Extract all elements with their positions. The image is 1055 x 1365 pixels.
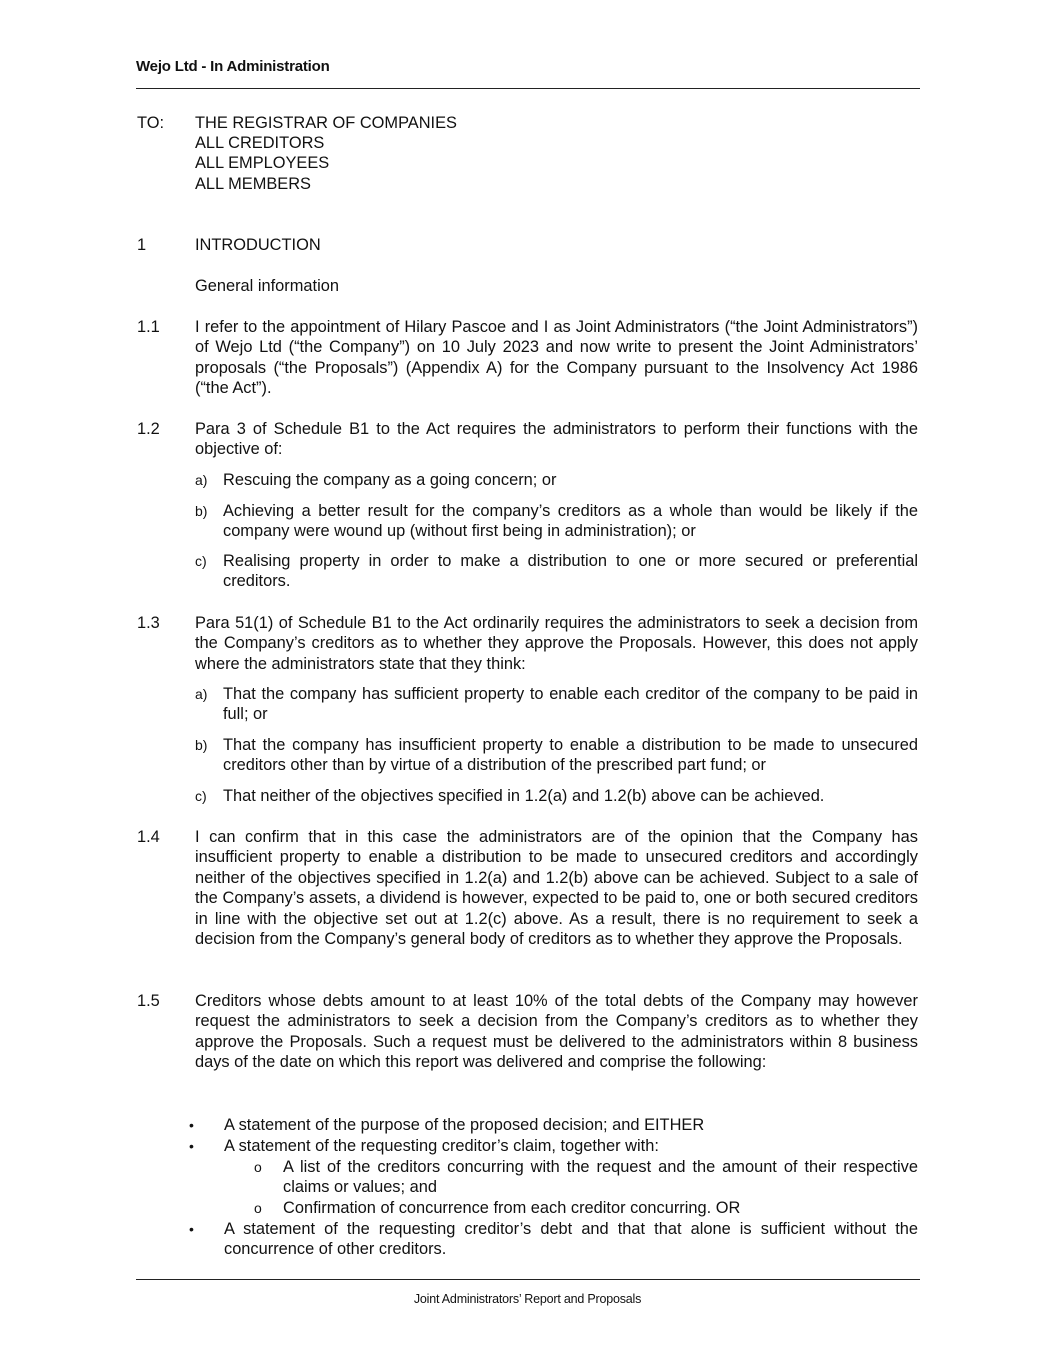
bullet-item: A statement of the purpose of the proposed decision; and EITHER bbox=[224, 1116, 705, 1134]
paragraph-1-4: I can confirm that in this case the administrators are of the opinion that the Company has insufficient property to enable a distribution to be made to unsecured creditors and accordingly neither of the objectives specified in 1.2(a) and 1.2(b) above can be achieved. Subject to a sale of the Company’s assets, a dividend is however, expected to be paid to, one or both secured creditors in line with the objective set out at 1.2(c) above. As a result, there is no requirement to seek a decision from the Company’s general body of creditors as to whether they approve the Proposals. bbox=[195, 828, 918, 949]
paragraph-number: 1.5 bbox=[137, 992, 160, 1010]
recipient-line: ALL CREDITORS bbox=[195, 134, 325, 152]
section-number: 1 bbox=[137, 236, 147, 254]
list-letter: b) bbox=[195, 503, 208, 519]
sub-bullet-icon: o bbox=[254, 1200, 262, 1216]
recipient-line: ALL EMPLOYEES bbox=[195, 154, 330, 172]
paragraph-number: 1.1 bbox=[137, 318, 160, 336]
list-item: That the company has sufficient property to enable each creditor of the company to be paid in full; or bbox=[223, 685, 918, 724]
list-letter: a) bbox=[195, 472, 208, 488]
sub-bullet-icon: o bbox=[254, 1159, 262, 1175]
page-header-title: Wejo Ltd - In Administration bbox=[136, 58, 330, 75]
paragraph-1-1: I refer to the appointment of Hilary Pascoe and I as Joint Administrators (“the Joint Administrators”) of Wejo Ltd (“the Company”) on 10 July 2023 and now write to present the Joint Administrators’ proposals (“the Proposals”) (Appendix A) for the Company pursuant to the Insolvency Act 1986 (“the Act”). bbox=[195, 318, 918, 398]
list-item: Achieving a better result for the company’s creditors as a whole than would be likely if the company were wound up (without first being in administration); or bbox=[223, 502, 918, 541]
recipients-label: TO: bbox=[137, 114, 165, 132]
sub-bullet-item: A list of the creditors concurring with the request and the amount of their respective claims or values; and bbox=[283, 1158, 918, 1197]
paragraph-1-2: Para 3 of Schedule B1 to the Act requires the administrators to perform their functions with the objective of: bbox=[195, 420, 918, 459]
list-item: That neither of the objectives specified in 1.2(a) and 1.2(b) above can be achieved. bbox=[223, 787, 825, 805]
recipient-line: THE REGISTRAR OF COMPANIES bbox=[195, 114, 457, 132]
list-letter: c) bbox=[195, 788, 207, 804]
paragraph-1-5: Creditors whose debts amount to at least 10% of the total debts of the Company may however request the administrators to seek a decision from the Company’s creditors as to whether they approve the Proposals. Such a request must be delivered to the administrators within 8 business days of the date on which this report was delivered and comprise the following: bbox=[195, 992, 918, 1072]
list-letter: b) bbox=[195, 737, 208, 753]
paragraph-number: 1.3 bbox=[137, 614, 160, 632]
list-item: Realising property in order to make a distribution to one or more secured or preferential creditors. bbox=[223, 552, 918, 591]
section-subtitle: General information bbox=[195, 277, 339, 295]
page-footer: Joint Administrators’ Report and Proposals bbox=[413, 1292, 642, 1306]
list-letter: a) bbox=[195, 686, 208, 702]
header-rule bbox=[136, 88, 920, 89]
bullet-icon: • bbox=[189, 1221, 194, 1237]
bullet-icon: • bbox=[189, 1138, 194, 1154]
list-item: Rescuing the company as a going concern; or bbox=[223, 471, 557, 489]
section-title: INTRODUCTION bbox=[195, 236, 321, 254]
bullet-item: A statement of the requesting creditor’s claim, together with: bbox=[224, 1137, 659, 1155]
paragraph-1-3: Para 51(1) of Schedule B1 to the Act ordinarily requires the administrators to seek a decision from the Company’s creditors as to whether they approve the Proposals. However, this does not apply where the administrators state that they think: bbox=[195, 614, 918, 673]
footer-rule bbox=[136, 1279, 920, 1280]
bullet-icon: • bbox=[189, 1117, 194, 1133]
list-item: That the company has insufficient property to enable a distribution to be made to unsecured creditors other than by virtue of a distribution of the prescribed part fund; or bbox=[223, 736, 918, 775]
bullet-item: A statement of the requesting creditor’s debt and that that alone is sufficient without the concurrence of other creditors. bbox=[224, 1220, 918, 1259]
list-letter: c) bbox=[195, 553, 207, 569]
paragraph-number: 1.2 bbox=[137, 420, 160, 438]
sub-bullet-item: Confirmation of concurrence from each creditor concurring. OR bbox=[283, 1199, 741, 1217]
paragraph-number: 1.4 bbox=[137, 828, 160, 846]
recipient-line: ALL MEMBERS bbox=[195, 175, 311, 193]
